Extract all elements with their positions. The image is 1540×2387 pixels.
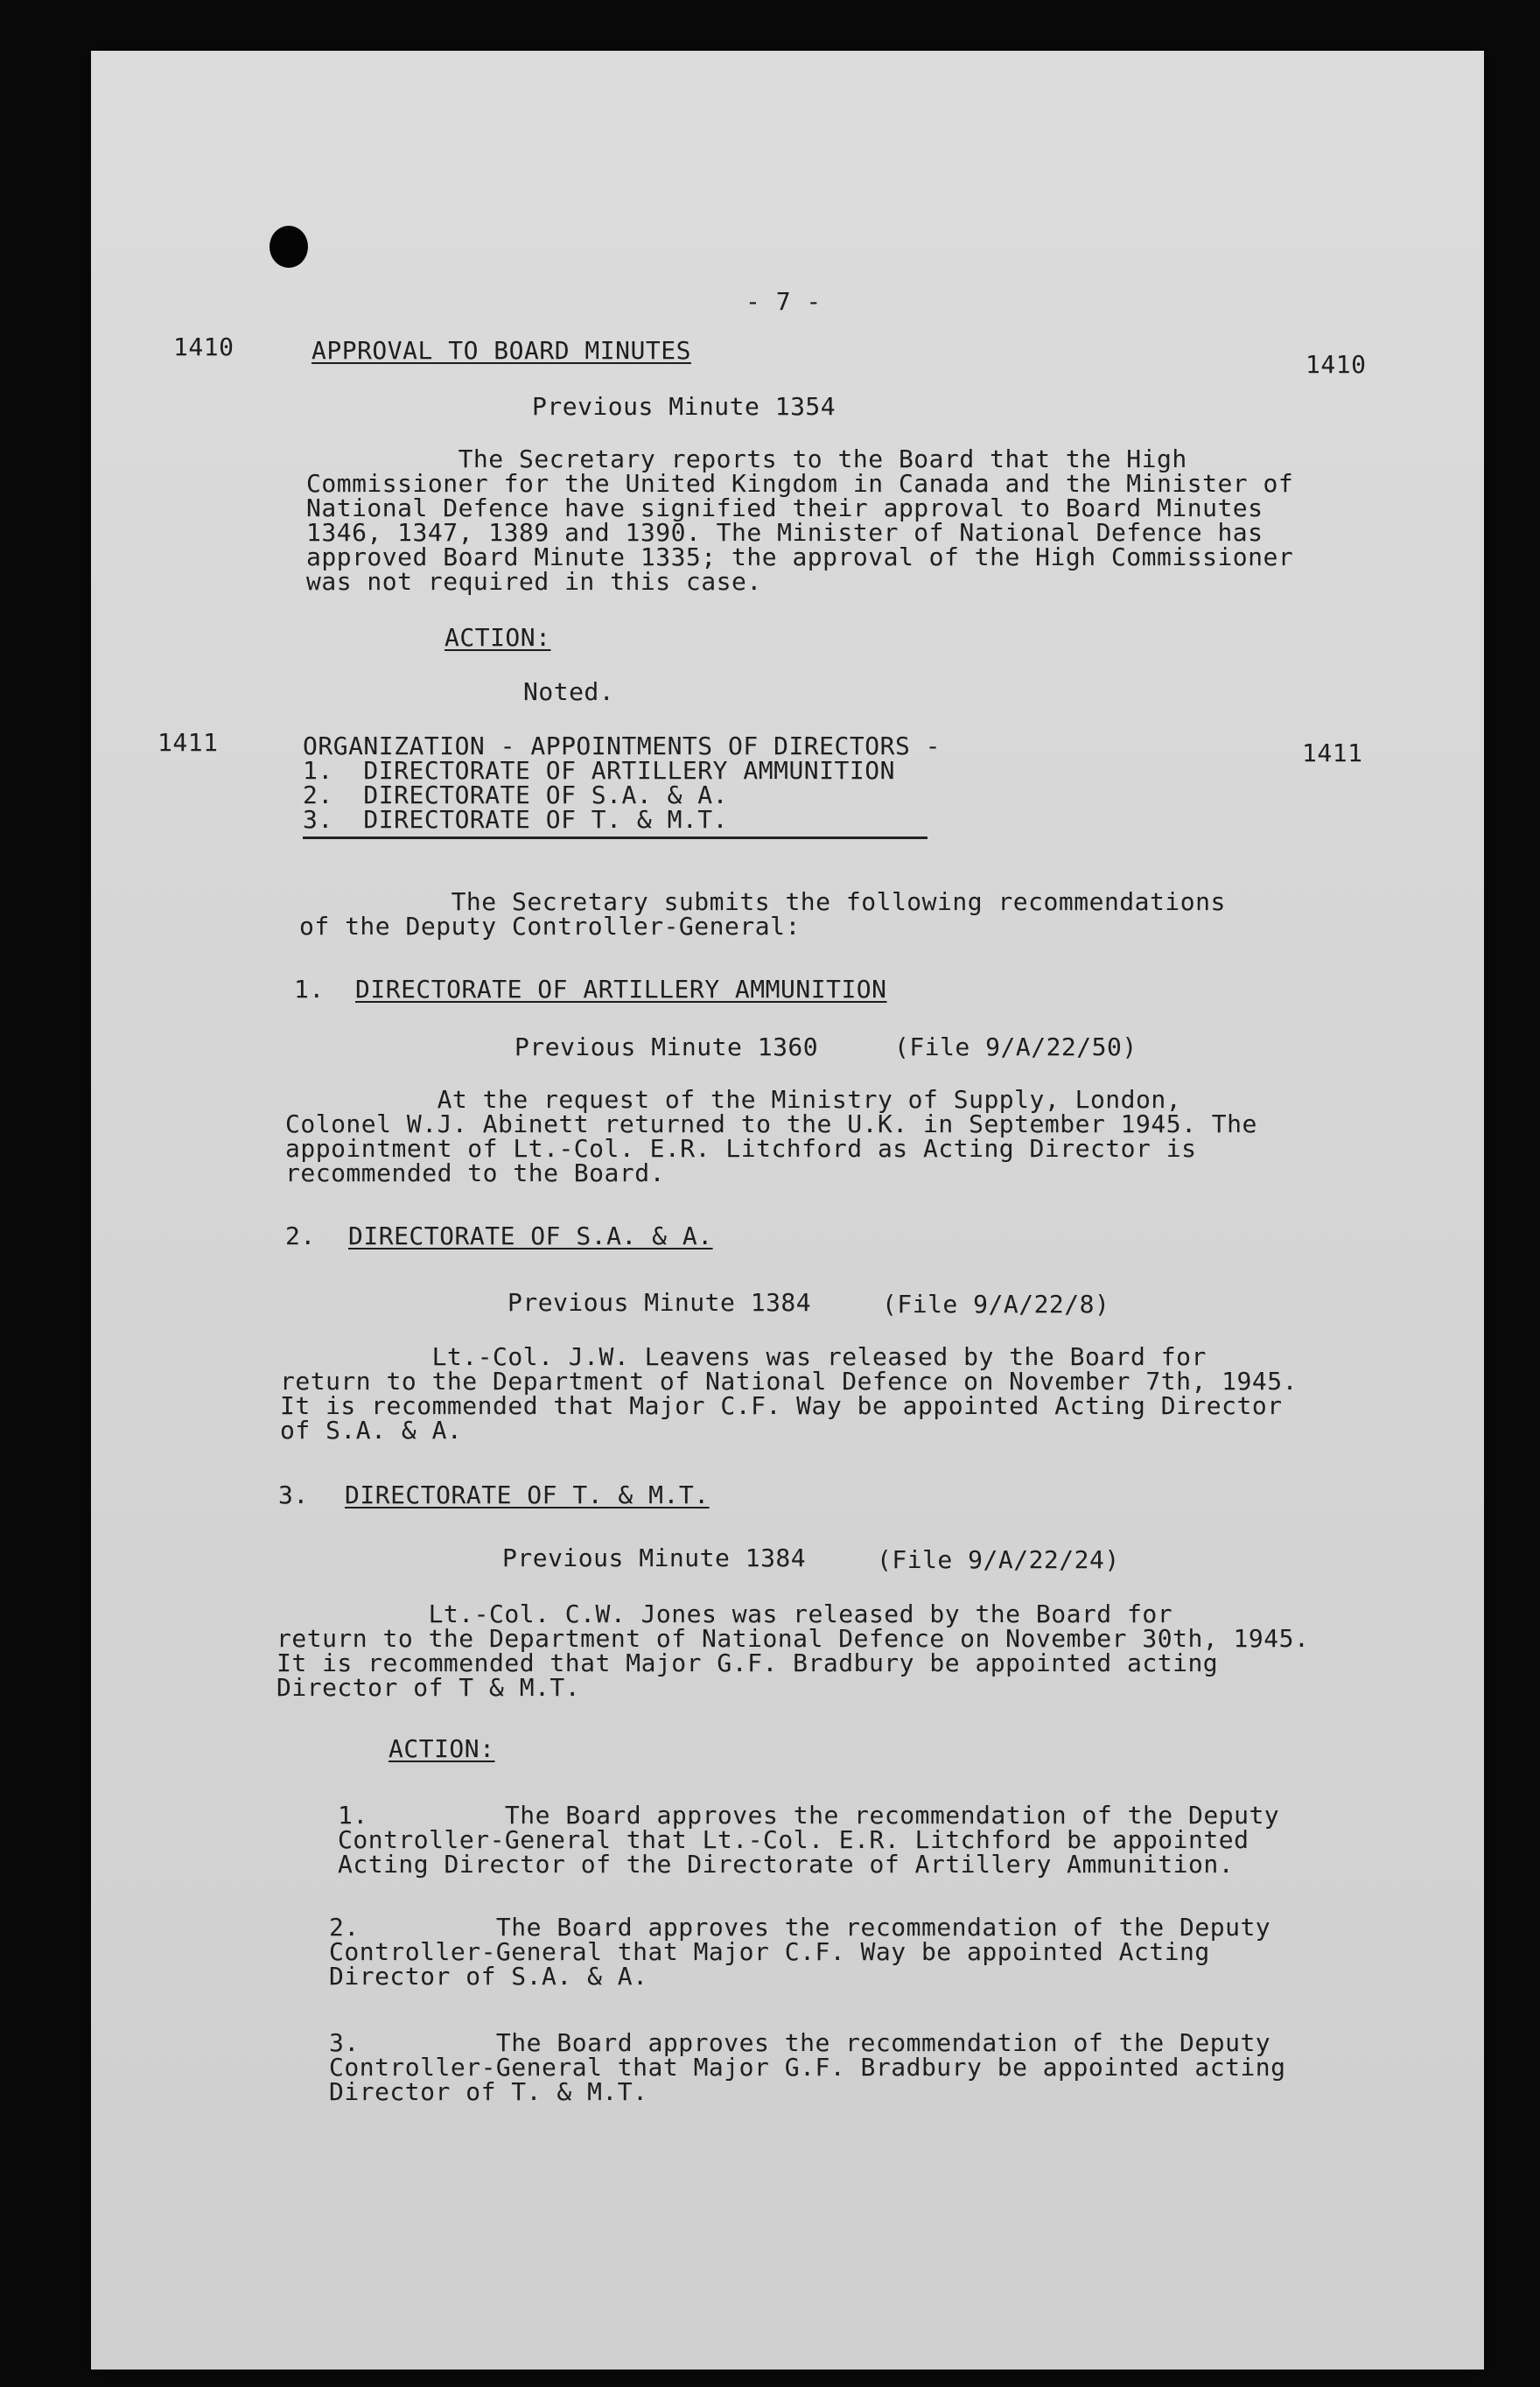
body-line: Lt.-Col. C.W. Jones was released by the Board for [276, 1600, 1173, 1628]
item-number-left: 1410 [173, 332, 234, 361]
item-title: 3. DIRECTORATE OF T. & M.T. [303, 805, 729, 834]
body-line: approved Board Minute 1335; the approval of the High Commissioner [306, 542, 1294, 571]
action-line: Director of T. & M.T. [329, 2077, 648, 2106]
action-line: Director of S.A. & A. [329, 1962, 648, 1991]
item-title: ORGANIZATION - APPOINTMENTS OF DIRECTORS - [303, 732, 942, 760]
item-title: 2. DIRECTORATE OF S.A. & A. [303, 780, 729, 809]
action-label: ACTION: [444, 623, 551, 652]
title-underline [303, 836, 928, 839]
file-reference: (File 9/A/22/8) [882, 1290, 1110, 1319]
item-title: 1. DIRECTORATE OF ARTILLERY AMMUNITION [303, 756, 895, 785]
body-line: Lt.-Col. J.W. Leavens was released by the Board for [280, 1342, 1207, 1371]
action-line: Controller-General that Major C.F. Way be appointed Acting [329, 1937, 1210, 1966]
body-line: Commissioner for the United Kingdom in Canada and the Minister of [306, 469, 1294, 498]
page-number: - 7 - [746, 287, 822, 316]
section-heading: DIRECTORATE OF T. & M.T. [345, 1480, 710, 1509]
action-line: 1. The Board approves the recommendation of the Deputy [338, 1801, 1280, 1830]
body-line: 1346, 1347, 1389 and 1390. The Minister of National Defence has [306, 518, 1264, 547]
action-line: Acting Director of the Directorate of Artillery Ammunition. [338, 1850, 1235, 1879]
action-line: 2. The Board approves the recommendation of the Deputy [329, 1913, 1271, 1942]
section-number: 2. [285, 1222, 316, 1250]
body-line: At the request of the Ministry of Supply, London, [285, 1085, 1182, 1114]
section-number: 1. [294, 975, 325, 1004]
item-number-right: 1410 [1306, 350, 1367, 379]
body-line: It is recommended that Major C.F. Way be appointed Acting Director [280, 1391, 1283, 1420]
punch-hole [270, 226, 308, 268]
body-line: The Secretary submits the following recommendations [299, 887, 1226, 916]
section-number: 3. [278, 1480, 309, 1509]
section-heading: DIRECTORATE OF S.A. & A. [348, 1222, 713, 1250]
body-line: of the Deputy Controller-General: [299, 912, 801, 941]
file-reference: (File 9/A/22/50) [894, 1032, 1138, 1061]
action-line: Controller-General that Lt.-Col. E.R. Litchford be appointed [338, 1825, 1250, 1854]
body-line: National Defence have signified their approval to Board Minutes [306, 494, 1264, 522]
body-line: return to the Department of National Defence on November 7th, 1945. [280, 1367, 1298, 1396]
action-line: Controller-General that Major G.F. Bradbury be appointed acting [329, 2053, 1286, 2082]
body-line: was not required in this case. [306, 567, 762, 596]
body-line: appointment of Lt.-Col. E.R. Litchford as Acting Director is [285, 1134, 1197, 1163]
action-label: ACTION: [388, 1734, 495, 1763]
item-title: APPROVAL TO BOARD MINUTES [312, 336, 691, 365]
body-line: Director of T & M.T. [276, 1673, 581, 1702]
document-page [91, 51, 1484, 2370]
previous-minute: Previous Minute 1384 [502, 1544, 807, 1572]
item-number-right: 1411 [1302, 738, 1363, 767]
item-number-left: 1411 [158, 728, 219, 757]
body-line: return to the Department of National Defence on November 30th, 1945. [276, 1624, 1310, 1653]
file-reference: (File 9/A/22/24) [877, 1545, 1120, 1574]
body-line: Colonel W.J. Abinett returned to the U.K. in September 1945. The [285, 1110, 1257, 1138]
body-line: of S.A. & A. [280, 1416, 463, 1445]
action-line: 3. The Board approves the recommendation of the Deputy [329, 2028, 1271, 2057]
section-heading: DIRECTORATE OF ARTILLERY AMMUNITION [355, 975, 887, 1004]
body-line: It is recommended that Major G.F. Bradbury be appointed acting [276, 1648, 1219, 1677]
body-line: recommended to the Board. [285, 1158, 665, 1187]
previous-minute: Previous Minute 1360 [514, 1032, 819, 1061]
previous-minute: Previous Minute 1354 [532, 392, 836, 421]
body-line: The Secretary reports to the Board that the High [306, 444, 1187, 473]
previous-minute: Previous Minute 1384 [508, 1288, 812, 1317]
action-text: Noted. [523, 677, 615, 706]
